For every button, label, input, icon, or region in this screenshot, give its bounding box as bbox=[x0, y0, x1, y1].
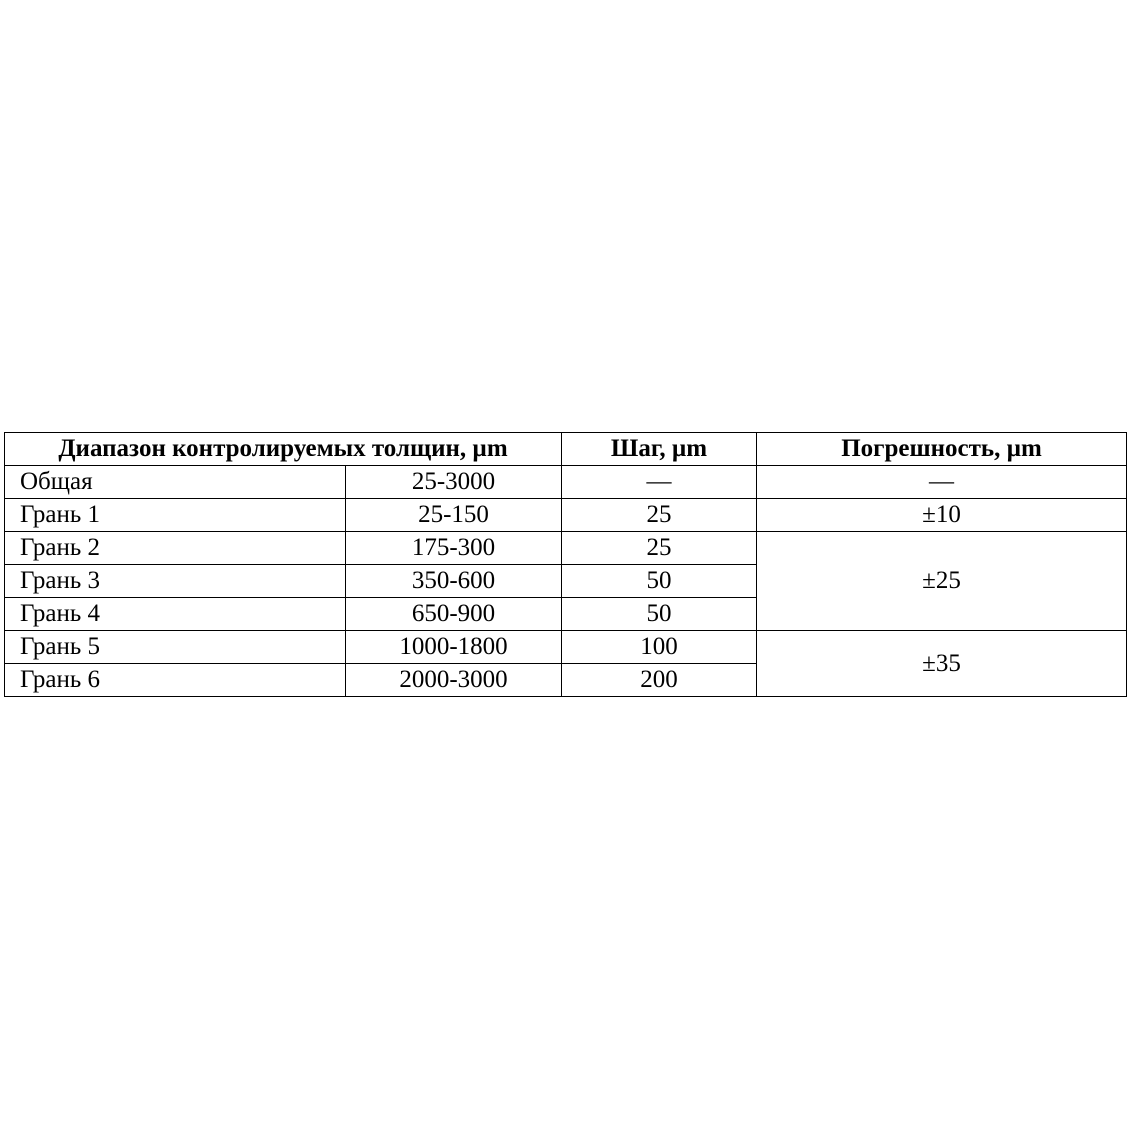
row-step: 100 bbox=[562, 631, 757, 664]
thickness-spec-table bbox=[4, 432, 1127, 697]
row-name: Грань 5 bbox=[5, 631, 346, 664]
table-row bbox=[5, 499, 1127, 532]
row-range: 1000-1800 bbox=[346, 631, 562, 664]
row-range: 350-600 bbox=[346, 565, 562, 598]
row-name: Грань 3 bbox=[5, 565, 346, 598]
row-error: ±25 bbox=[757, 532, 1127, 631]
table-header-row bbox=[5, 433, 1127, 466]
row-name: Грань 4 bbox=[5, 598, 346, 631]
header-error: Погрешность, µm bbox=[757, 433, 1127, 466]
row-step: 200 bbox=[562, 664, 757, 697]
table-row bbox=[5, 532, 1127, 565]
row-error: ±10 bbox=[757, 499, 1127, 532]
row-range: 25-150 bbox=[346, 499, 562, 532]
table-row bbox=[5, 631, 1127, 664]
table-row bbox=[5, 466, 1127, 499]
row-range: 25-3000 bbox=[346, 466, 562, 499]
row-range: 650-900 bbox=[346, 598, 562, 631]
header-range: Диапазон контролируемых толщин, µm bbox=[5, 433, 562, 466]
row-step: 25 bbox=[562, 499, 757, 532]
row-name: Общая bbox=[5, 466, 346, 499]
row-step: 50 bbox=[562, 565, 757, 598]
row-step: 25 bbox=[562, 532, 757, 565]
row-name: Грань 1 bbox=[5, 499, 346, 532]
row-error: ±35 bbox=[757, 631, 1127, 697]
row-range: 2000-3000 bbox=[346, 664, 562, 697]
row-range: 175-300 bbox=[346, 532, 562, 565]
row-name: Грань 6 bbox=[5, 664, 346, 697]
header-step: Шаг, µm bbox=[562, 433, 757, 466]
row-name: Грань 2 bbox=[5, 532, 346, 565]
row-step: 50 bbox=[562, 598, 757, 631]
row-step: — bbox=[562, 466, 757, 499]
row-error: — bbox=[757, 466, 1127, 499]
